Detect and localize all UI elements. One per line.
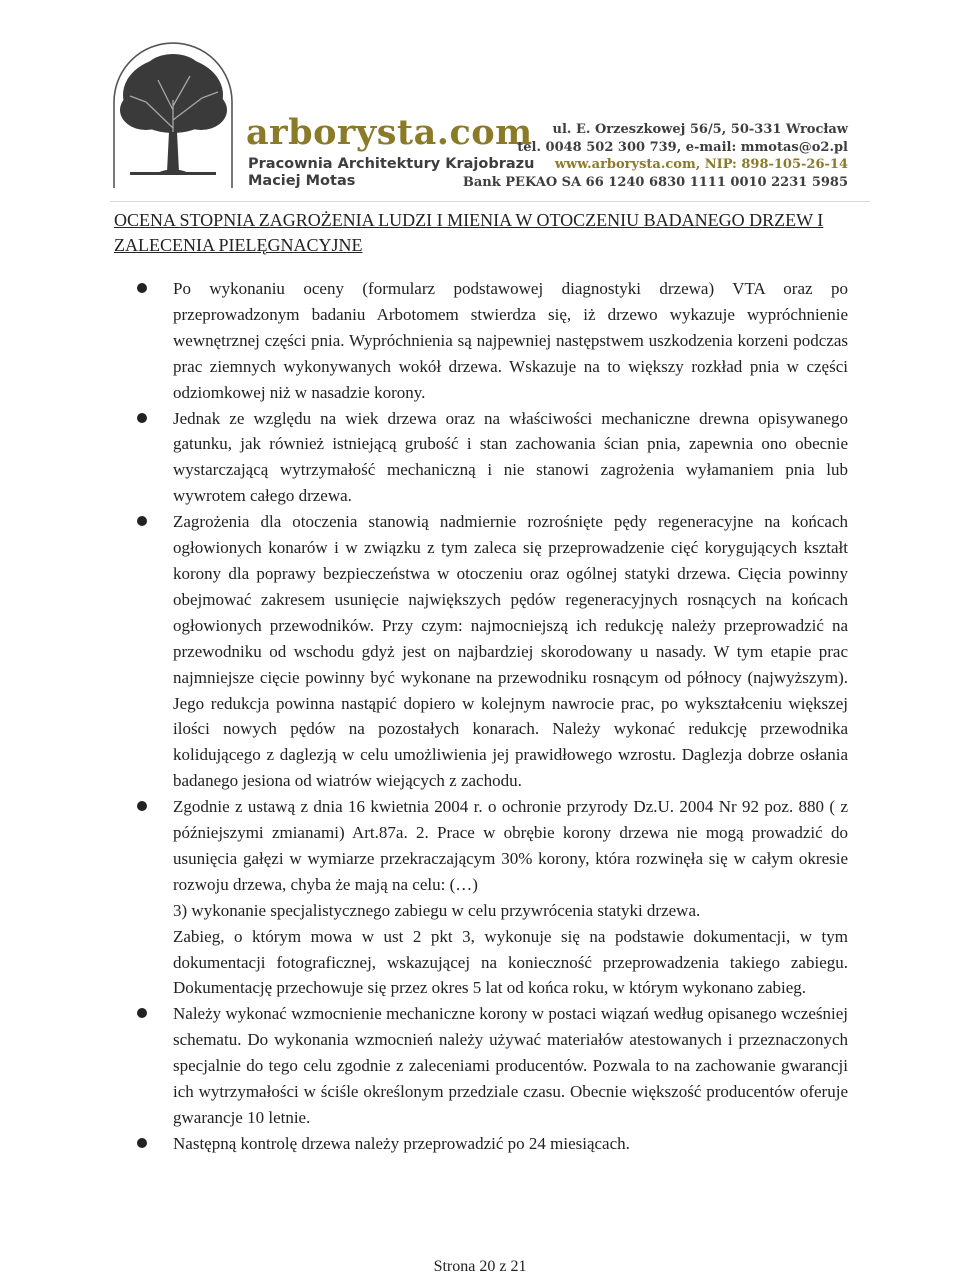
brand-name: arborysta.com — [246, 112, 533, 153]
bullet-icon — [137, 516, 147, 526]
list-item-text: Jednak ze względu na wiek drzewa oraz na właściwości mechaniczne drewna opisywanego gatunku, jak również istniejącą grubość i stan zachowania ścian pnia, zapewnia ono obecnie wystarczającą wytrzymałość mechaniczną i nie stanowi zagrożenia wyłamaniem pnia lub wywrotem całego drzewa. — [173, 408, 848, 506]
bullet-icon — [137, 1138, 147, 1148]
contact-phone-email: tel. 0048 502 300 739, e-mail: mmotas@o2.pl — [517, 139, 848, 155]
list-item — [120, 1131, 848, 1157]
contact-web-nip: www.arborysta.com, NIP: 898-105-26-14 — [554, 157, 848, 172]
list-item — [120, 1001, 848, 1131]
bullet-icon — [137, 801, 147, 811]
list-item-text: Zabieg, o którym mowa w ust 2 pkt 3, wykonuje się na podstawie dokumentacji, w tym dokumentacji fotograficznej, wskazującej na konieczność przeprowadzenia takiego zabiegu. Dokumentację przechowuje się przez okres 5 lat od końca roku, w którym wykonano zabieg. — [173, 926, 848, 998]
contact-bank: Bank PEKAO SA 66 1240 6830 1111 0010 2231 5985 — [462, 174, 848, 190]
list-item-text: Zagrożenia dla otoczenia stanowią nadmiernie rozrośnięte pędy regeneracyjne na końcach ogłowionych konarów i w związku z tym zaleca się przeprowadzenie cięć korygujących kształt korony dla poprawy bezpieczeństwa w otoczeniu oraz ogólnej statyki drzewa. Cięcia powinny obejmować zakresem usunięcie największych pędów regeneracyjnych rosnących na końcach ogłowionych przewodników. Przy czym: najmocniejszą ich redukcję należy przeprowadzić na przewodniku od wschodu gdyż jest on najbardziej skorodowany u nasady. W tym etapie prac najmniejsze cięcie powinny być wykonane na przewodniku rosnącym od północy (najwyższym). Jego redukcja powinna nastąpić dopiero w kolejnym nawrocie prac, po wykształceniu większej ilości nowych pędów na pozostałych konarach. Należy wykonać redukcję przewodnika kolidującego z daglezją w celu umożliwienia jej prawidłowego wzrostu. Daglezja dobrze osłania badanego jesiona od wiatrów wiejących z zachodu. — [173, 512, 848, 791]
list-item-text: Należy wykonać wzmocnienie mechaniczne korony w postaci wiązań według opisanego wcześniej schematu. Do wykonania wzmocnień należy używać materiałów atestowanych i przeznaczonych specjalnie do tego celu zgodnie z zaleceniami producentów. Pozwala to na zachowanie gwarancji ich wytrzymałości w ściśle określonym przedziale czasu. Obecnie większość producentów oferuje gwarancje 10 letnie. — [173, 1004, 848, 1127]
brand-subtitle: Pracownia Architektury Krajobrazu — [248, 156, 535, 172]
list-item — [120, 406, 848, 510]
list-item — [120, 794, 848, 1001]
letterhead — [0, 0, 960, 200]
contact-address: ul. E. Orzeszkowej 56/5, 50-331 Wrocław — [552, 122, 848, 137]
page-number: Strona 20 z 21 — [433, 1258, 527, 1275]
list-item-text: Po wykonaniu oceny (formularz podstawowej diagnostyki drzewa) VTA oraz po przeprowadzonym badaniu Arbotomem stwierdza się, iż drzewo wykazuje wypróchnienie wewnętrznej części pnia. Wypróchnienia są najpewniej następstwem uszkodzenia korzeni podczas prac ziemnych wykonywanych wokół drzewa. Wskazuje na to większy rozkład pnia w części odziomkowej niż w nasadzie korony. — [173, 279, 848, 402]
tree-logo-icon — [108, 40, 238, 190]
bullet-icon — [137, 1008, 147, 1018]
header-divider — [110, 201, 870, 202]
contact-block — [463, 121, 848, 191]
list-item — [120, 509, 848, 794]
recommendation-list — [120, 276, 848, 1157]
list-item-text: 3) wykonanie specjalistycznego zabiegu w celu przywrócenia statyki drzewa. — [173, 900, 701, 920]
bullet-icon — [137, 283, 147, 293]
section-title: OCENA STOPNIA ZAGROŻENIA LUDZI I MIENIA W OTOCZENIU BADANEGO DRZEW I ZALECENIA PIELĘGNACYJNE — [114, 210, 824, 255]
brand-owner: Maciej Motas — [248, 173, 356, 189]
list-item-text: Następną kontrolę drzewa należy przeprowadzić po 24 miesiącach. — [173, 1133, 630, 1153]
document-body — [120, 276, 848, 1157]
list-item — [120, 276, 848, 406]
bullet-icon — [137, 413, 147, 423]
list-item-text: Zgodnie z ustawą z dnia 16 kwietnia 2004 r. o ochronie przyrody Dz.U. 2004 Nr 92 poz. 880 ( z późniejszymi zmianami) Art.87a. 2. Prace w obrębie korony drzewa nie mogą prowadzić do usunięcia gałęzi w wymiarze przekraczającym 30% korony, która rozwinęła się w całym okresie rozwoju drzewa, chyba że mają na celu: (…) — [173, 797, 848, 894]
